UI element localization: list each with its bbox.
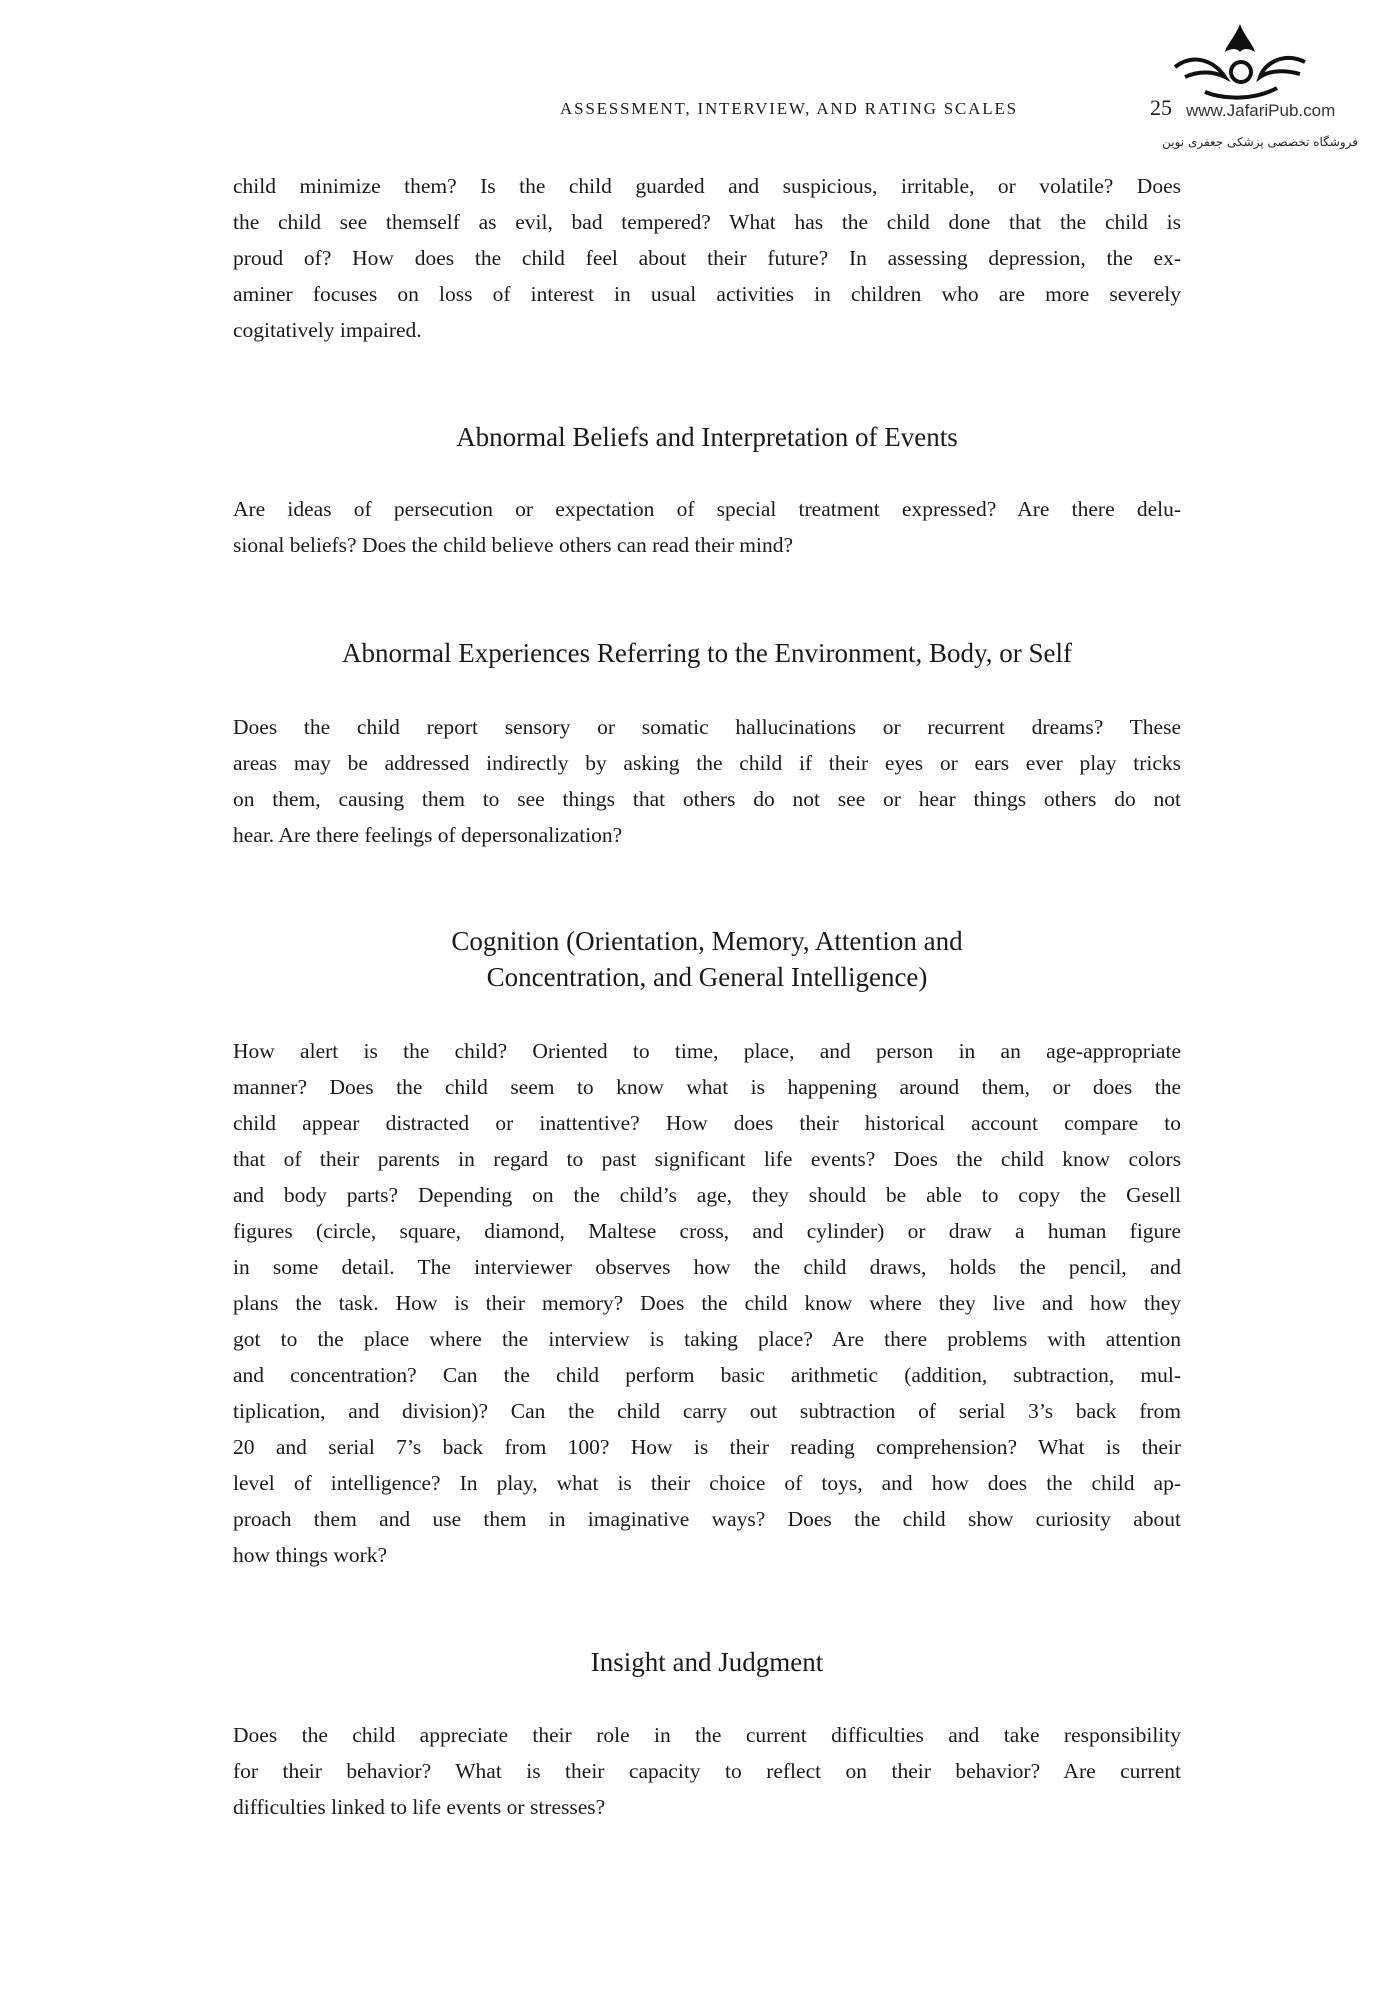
- text-line: 20 and serial 7’s back from 100? How is their reading comprehension? What is their: [233, 1435, 1181, 1459]
- text-line: plans the task. How is their memory? Does the child know where they live and how they: [233, 1291, 1181, 1315]
- text-line: on them, causing them to see things that others do not see or hear things others do not: [233, 787, 1181, 811]
- text-line: figures (circle, square, diamond, Maltese cross, and cylinder) or draw a human figure: [233, 1219, 1181, 1243]
- paragraph: [233, 491, 1181, 563]
- text-line: Does the child appreciate their role in the current difficulties and take responsibility: [233, 1723, 1181, 1747]
- text-line: and body parts? Depending on the child’s age, they should be able to copy the Gesell: [233, 1183, 1181, 1207]
- text-line: in some detail. The interviewer observes how the child draws, holds the pencil, and: [233, 1255, 1181, 1279]
- paragraph: [233, 1033, 1181, 1573]
- text-line: manner? Does the child seem to know what is happening around them, or does the: [233, 1075, 1181, 1099]
- text-line: tiplication, and division)? Can the child carry out subtraction of serial 3’s back from: [233, 1399, 1181, 1423]
- watermark-site: www.JafariPub.com: [1186, 101, 1336, 120]
- watermark-persian: فروشگاه تخصصی پزشکی جعفری نوین: [1162, 135, 1358, 149]
- text-line: hear. Are there feelings of depersonalization?: [233, 823, 623, 847]
- text-line: difficulties linked to life events or stresses?: [233, 1795, 606, 1819]
- text-line: how things work?: [233, 1543, 388, 1567]
- publisher-logo-icon: [1165, 22, 1315, 102]
- paragraph-continued: [233, 168, 1181, 348]
- text-line: proud of? How does the child feel about their future? In assessing depression, the ex-: [233, 246, 1181, 270]
- section-heading: [233, 923, 1181, 995]
- text-line: child appear distracted or inattentive? How does their historical account compare to: [233, 1111, 1181, 1135]
- text-line: sional beliefs? Does the child believe others can read their mind?: [233, 533, 793, 557]
- text-line: and concentration? Can the child perform basic arithmetic (addition, subtraction, mul-: [233, 1363, 1181, 1387]
- text-line: Are ideas of persecution or expectation of special treatment expressed? Are there delu-: [233, 497, 1181, 521]
- text-line: for their behavior? What is their capacity to reflect on their behavior? Are current: [233, 1759, 1181, 1783]
- text-line: the child see themself as evil, bad tempered? What has the child done that the child is: [233, 210, 1181, 234]
- running-head: ASSESSMENT, INTERVIEW, AND RATING SCALES: [560, 99, 1018, 118]
- text-line: Does the child report sensory or somatic hallucinations or recurrent dreams? These: [233, 715, 1181, 739]
- paragraph: [233, 709, 1181, 853]
- text-line: child minimize them? Is the child guarded and suspicious, irritable, or volatile? Does: [233, 174, 1181, 198]
- text-line: aminer focuses on loss of interest in usual activities in children who are more severely: [233, 282, 1181, 306]
- text-line: cogitatively impaired.: [233, 318, 422, 342]
- paragraph: [233, 1717, 1181, 1825]
- heading-line: Concentration, and General Intelligence): [486, 962, 928, 992]
- text-line: got to the place where the interview is taking place? Are there problems with attention: [233, 1327, 1181, 1351]
- text-line: level of intelligence? In play, what is their choice of toys, and how does the child ap-: [233, 1471, 1181, 1495]
- text-line: proach them and use them in imaginative ways? Does the child show curiosity about: [233, 1507, 1181, 1531]
- section-heading: Insight and Judgment: [590, 1647, 824, 1677]
- text-line: that of their parents in regard to past significant life events? Does the child know colors: [233, 1147, 1181, 1171]
- page-number: 25: [1150, 95, 1172, 120]
- text-line: areas may be addressed indirectly by asking the child if their eyes or ears ever play tricks: [233, 751, 1181, 775]
- heading-line: Cognition (Orientation, Memory, Attention and: [451, 926, 963, 956]
- section-heading: Abnormal Experiences Referring to the Environment, Body, or Self: [341, 638, 1073, 668]
- section-heading: Abnormal Beliefs and Interpretation of Events: [456, 422, 958, 452]
- text-line: How alert is the child? Oriented to time, place, and person in an age-appropriate: [233, 1039, 1181, 1063]
